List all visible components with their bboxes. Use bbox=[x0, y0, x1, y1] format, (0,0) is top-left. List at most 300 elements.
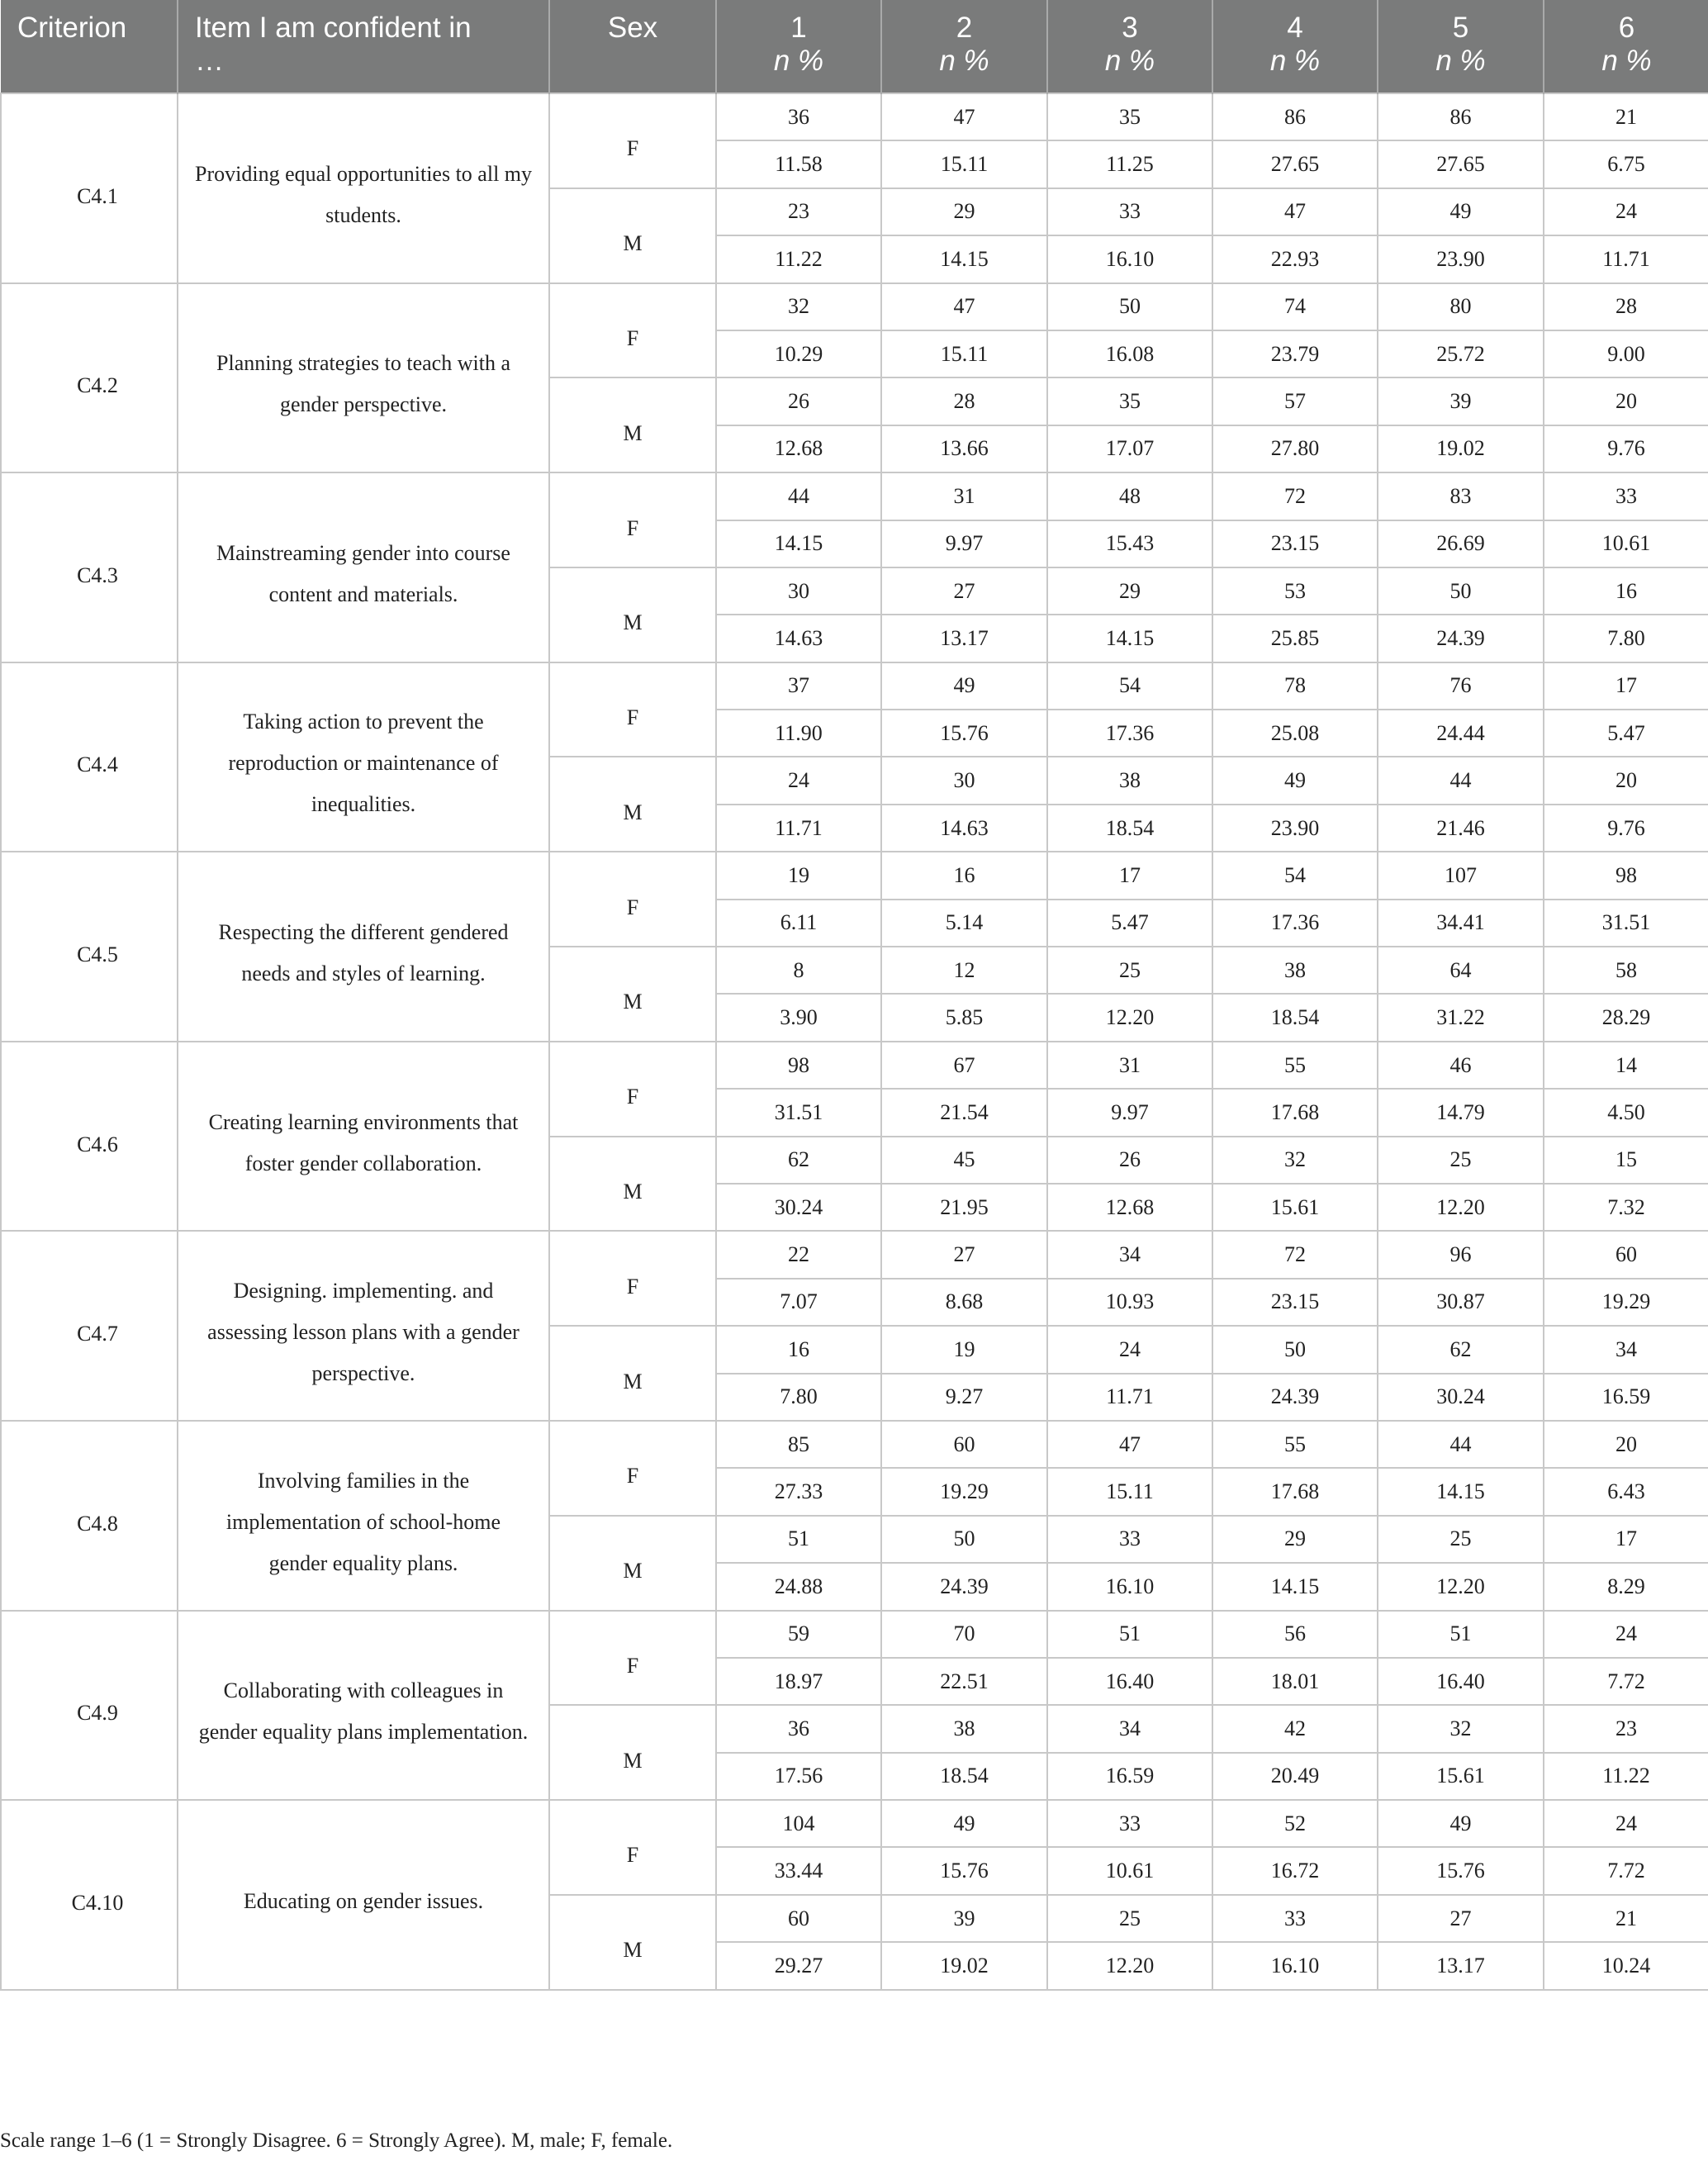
count-cell: 49 bbox=[881, 662, 1047, 710]
percent-cell: 17.36 bbox=[1047, 710, 1212, 757]
percent-cell: 22.51 bbox=[881, 1658, 1047, 1705]
percent-cell: 9.76 bbox=[1544, 805, 1708, 852]
count-cell: 21 bbox=[1544, 1895, 1708, 1942]
percent-cell: 16.40 bbox=[1378, 1658, 1544, 1705]
count-cell: 51 bbox=[1047, 1611, 1212, 1658]
table-row bbox=[1, 283, 1708, 330]
sex-cell: M bbox=[549, 947, 716, 1042]
count-cell: 37 bbox=[716, 662, 881, 710]
count-cell: 44 bbox=[1378, 757, 1544, 804]
percent-cell: 13.66 bbox=[881, 425, 1047, 472]
percent-cell: 12.20 bbox=[1047, 1942, 1212, 1989]
count-cell: 98 bbox=[716, 1042, 881, 1089]
count-cell: 62 bbox=[1378, 1326, 1544, 1373]
percent-cell: 17.68 bbox=[1212, 1468, 1378, 1515]
percent-cell: 16.10 bbox=[1047, 1563, 1212, 1610]
count-cell: 50 bbox=[1378, 567, 1544, 615]
percent-cell: 9.76 bbox=[1544, 425, 1708, 472]
percent-cell: 19.29 bbox=[1544, 1279, 1708, 1326]
table-row bbox=[1, 662, 1708, 710]
percent-cell: 21.95 bbox=[881, 1184, 1047, 1231]
sex-cell: M bbox=[549, 188, 716, 283]
percent-cell: 13.17 bbox=[881, 615, 1047, 662]
percent-cell: 30.24 bbox=[716, 1184, 881, 1231]
percent-cell: 11.22 bbox=[716, 235, 881, 282]
count-cell: 47 bbox=[881, 93, 1047, 140]
count-cell: 17 bbox=[1047, 852, 1212, 899]
count-cell: 55 bbox=[1212, 1042, 1378, 1089]
percent-cell: 15.11 bbox=[881, 140, 1047, 188]
count-cell: 30 bbox=[716, 567, 881, 615]
count-cell: 26 bbox=[716, 377, 881, 425]
percent-cell: 12.20 bbox=[1047, 994, 1212, 1041]
percent-cell: 7.80 bbox=[716, 1374, 881, 1421]
sex-cell: F bbox=[549, 662, 716, 757]
count-cell: 25 bbox=[1378, 1137, 1544, 1184]
percent-cell: 30.24 bbox=[1378, 1374, 1544, 1421]
sex-cell: F bbox=[549, 852, 716, 947]
count-cell: 19 bbox=[881, 1326, 1047, 1373]
percent-cell: 27.65 bbox=[1378, 140, 1544, 188]
count-cell: 36 bbox=[716, 1705, 881, 1752]
table-body bbox=[1, 93, 1708, 1990]
count-cell: 21 bbox=[1544, 93, 1708, 140]
count-cell: 80 bbox=[1378, 283, 1544, 330]
percent-cell: 16.59 bbox=[1047, 1753, 1212, 1800]
table-row bbox=[1, 1231, 1708, 1278]
percent-cell: 31.51 bbox=[1544, 900, 1708, 947]
count-cell: 38 bbox=[881, 1705, 1047, 1752]
count-cell: 56 bbox=[1212, 1611, 1378, 1658]
percent-cell: 23.90 bbox=[1378, 235, 1544, 282]
criterion-cell: C4.9 bbox=[1, 1611, 178, 1801]
count-cell: 20 bbox=[1544, 757, 1708, 804]
count-cell: 74 bbox=[1212, 283, 1378, 330]
percent-cell: 16.72 bbox=[1212, 1847, 1378, 1894]
percent-cell: 16.40 bbox=[1047, 1658, 1212, 1705]
percent-cell: 14.15 bbox=[1378, 1468, 1544, 1515]
table-footnote: Scale range 1–6 (1 = Strongly Disagree. 6 = Strongly Agree). M, male; F, female. bbox=[0, 2129, 673, 2152]
item-cell: Providing equal opportunities to all my students. bbox=[178, 93, 549, 283]
header-sex: Sex bbox=[549, 0, 716, 93]
percent-cell: 15.76 bbox=[881, 710, 1047, 757]
count-cell: 59 bbox=[716, 1611, 881, 1658]
count-cell: 57 bbox=[1212, 377, 1378, 425]
percent-cell: 7.07 bbox=[716, 1279, 881, 1326]
percent-cell: 11.71 bbox=[1544, 235, 1708, 282]
count-cell: 32 bbox=[1378, 1705, 1544, 1752]
count-cell: 33 bbox=[1047, 1800, 1212, 1847]
percent-cell: 3.90 bbox=[716, 994, 881, 1041]
criterion-cell: C4.6 bbox=[1, 1042, 178, 1232]
percent-cell: 5.85 bbox=[881, 994, 1047, 1041]
percent-cell: 24.88 bbox=[716, 1563, 881, 1610]
count-cell: 64 bbox=[1378, 947, 1544, 994]
criterion-cell: C4.10 bbox=[1, 1800, 178, 1990]
percent-cell: 4.50 bbox=[1544, 1089, 1708, 1136]
percent-cell: 12.20 bbox=[1378, 1184, 1544, 1231]
percent-cell: 16.10 bbox=[1212, 1942, 1378, 1989]
percent-cell: 6.75 bbox=[1544, 140, 1708, 188]
percent-cell: 9.97 bbox=[881, 520, 1047, 567]
count-cell: 25 bbox=[1047, 947, 1212, 994]
count-cell: 31 bbox=[1047, 1042, 1212, 1089]
count-cell: 34 bbox=[1047, 1231, 1212, 1278]
count-cell: 20 bbox=[1544, 377, 1708, 425]
percent-cell: 12.68 bbox=[716, 425, 881, 472]
count-cell: 83 bbox=[1378, 472, 1544, 520]
percent-cell: 24.39 bbox=[881, 1563, 1047, 1610]
count-cell: 16 bbox=[881, 852, 1047, 899]
sex-cell: F bbox=[549, 1231, 716, 1326]
criterion-cell: C4.5 bbox=[1, 852, 178, 1042]
table-header bbox=[1, 0, 1708, 93]
sex-cell: F bbox=[549, 1800, 716, 1895]
count-cell: 16 bbox=[716, 1326, 881, 1373]
count-cell: 51 bbox=[716, 1516, 881, 1563]
count-cell: 52 bbox=[1212, 1800, 1378, 1847]
count-cell: 36 bbox=[716, 93, 881, 140]
percent-cell: 25.85 bbox=[1212, 615, 1378, 662]
percent-cell: 5.14 bbox=[881, 900, 1047, 947]
header-criterion: Criterion bbox=[1, 0, 178, 93]
percent-cell: 7.72 bbox=[1544, 1847, 1708, 1894]
item-cell: Taking action to prevent the reproduction or maintenance of inequalities. bbox=[178, 662, 549, 852]
percent-cell: 11.90 bbox=[716, 710, 881, 757]
count-cell: 49 bbox=[1378, 188, 1544, 235]
count-cell: 27 bbox=[881, 1231, 1047, 1278]
count-cell: 32 bbox=[1212, 1137, 1378, 1184]
percent-cell: 24.44 bbox=[1378, 710, 1544, 757]
count-cell: 67 bbox=[881, 1042, 1047, 1089]
count-cell: 44 bbox=[1378, 1421, 1544, 1468]
percent-cell: 16.59 bbox=[1544, 1374, 1708, 1421]
count-cell: 32 bbox=[716, 283, 881, 330]
count-cell: 70 bbox=[881, 1611, 1047, 1658]
count-cell: 53 bbox=[1212, 567, 1378, 615]
count-cell: 24 bbox=[1544, 188, 1708, 235]
count-cell: 24 bbox=[716, 757, 881, 804]
count-cell: 27 bbox=[1378, 1895, 1544, 1942]
count-cell: 25 bbox=[1047, 1895, 1212, 1942]
count-cell: 19 bbox=[716, 852, 881, 899]
table-row bbox=[1, 1042, 1708, 1089]
percent-cell: 31.22 bbox=[1378, 994, 1544, 1041]
percent-cell: 17.07 bbox=[1047, 425, 1212, 472]
percent-cell: 23.90 bbox=[1212, 805, 1378, 852]
percent-cell: 7.72 bbox=[1544, 1658, 1708, 1705]
percent-cell: 15.76 bbox=[1378, 1847, 1544, 1894]
count-cell: 29 bbox=[1047, 567, 1212, 615]
count-cell: 76 bbox=[1378, 662, 1544, 710]
count-cell: 45 bbox=[881, 1137, 1047, 1184]
sex-cell: F bbox=[549, 1042, 716, 1137]
count-cell: 28 bbox=[881, 377, 1047, 425]
header-scale-4: 4 n % bbox=[1212, 0, 1378, 93]
table-row bbox=[1, 472, 1708, 520]
percent-cell: 10.61 bbox=[1047, 1847, 1212, 1894]
count-cell: 22 bbox=[716, 1231, 881, 1278]
count-cell: 35 bbox=[1047, 93, 1212, 140]
count-cell: 20 bbox=[1544, 1421, 1708, 1468]
table-row bbox=[1, 1611, 1708, 1658]
percent-cell: 18.97 bbox=[716, 1658, 881, 1705]
sex-cell: M bbox=[549, 377, 716, 472]
count-cell: 24 bbox=[1544, 1611, 1708, 1658]
percent-cell: 8.68 bbox=[881, 1279, 1047, 1326]
item-cell: Involving families in the implementation of school-home gender equality plans. bbox=[178, 1421, 549, 1611]
percent-cell: 33.44 bbox=[716, 1847, 881, 1894]
percent-cell: 22.93 bbox=[1212, 235, 1378, 282]
count-cell: 54 bbox=[1047, 662, 1212, 710]
percent-cell: 10.61 bbox=[1544, 520, 1708, 567]
count-cell: 62 bbox=[716, 1137, 881, 1184]
count-cell: 31 bbox=[881, 472, 1047, 520]
count-cell: 25 bbox=[1378, 1516, 1544, 1563]
count-cell: 33 bbox=[1047, 188, 1212, 235]
percent-cell: 11.25 bbox=[1047, 140, 1212, 188]
sex-cell: M bbox=[549, 567, 716, 662]
percent-cell: 15.76 bbox=[881, 1847, 1047, 1894]
percent-cell: 6.43 bbox=[1544, 1468, 1708, 1515]
percent-cell: 15.43 bbox=[1047, 520, 1212, 567]
count-cell: 33 bbox=[1212, 1895, 1378, 1942]
percent-cell: 14.63 bbox=[881, 805, 1047, 852]
count-cell: 29 bbox=[881, 188, 1047, 235]
count-cell: 23 bbox=[716, 188, 881, 235]
header-scale-3: 3 n % bbox=[1047, 0, 1212, 93]
count-cell: 38 bbox=[1047, 757, 1212, 804]
sex-cell: F bbox=[549, 93, 716, 188]
count-cell: 50 bbox=[881, 1516, 1047, 1563]
percent-cell: 19.02 bbox=[881, 1942, 1047, 1989]
percent-cell: 14.79 bbox=[1378, 1089, 1544, 1136]
percent-cell: 5.47 bbox=[1047, 900, 1212, 947]
item-cell: Designing. implementing. and assessing lesson plans with a gender perspective. bbox=[178, 1231, 549, 1421]
count-cell: 8 bbox=[716, 947, 881, 994]
percent-cell: 17.68 bbox=[1212, 1089, 1378, 1136]
percent-cell: 11.71 bbox=[1047, 1374, 1212, 1421]
percent-cell: 26.69 bbox=[1378, 520, 1544, 567]
percent-cell: 14.15 bbox=[881, 235, 1047, 282]
count-cell: 86 bbox=[1378, 93, 1544, 140]
count-cell: 33 bbox=[1047, 1516, 1212, 1563]
percent-cell: 6.11 bbox=[716, 900, 881, 947]
count-cell: 33 bbox=[1544, 472, 1708, 520]
header-scale-6: 6 n % bbox=[1544, 0, 1708, 93]
sex-cell: M bbox=[549, 1705, 716, 1800]
percent-cell: 27.33 bbox=[716, 1468, 881, 1515]
count-cell: 24 bbox=[1544, 1800, 1708, 1847]
header-scale-2: 2 n % bbox=[881, 0, 1047, 93]
header-item: Item I am confident in … bbox=[178, 0, 549, 93]
count-cell: 15 bbox=[1544, 1137, 1708, 1184]
percent-cell: 12.68 bbox=[1047, 1184, 1212, 1231]
criterion-cell: C4.3 bbox=[1, 472, 178, 662]
count-cell: 50 bbox=[1212, 1326, 1378, 1373]
sex-cell: F bbox=[549, 283, 716, 378]
count-cell: 49 bbox=[1212, 757, 1378, 804]
percent-cell: 17.56 bbox=[716, 1753, 881, 1800]
count-cell: 38 bbox=[1212, 947, 1378, 994]
item-cell: Educating on gender issues. bbox=[178, 1800, 549, 1990]
percent-cell: 12.20 bbox=[1378, 1563, 1544, 1610]
percent-cell: 23.15 bbox=[1212, 1279, 1378, 1326]
sex-cell: M bbox=[549, 1895, 716, 1990]
count-cell: 16 bbox=[1544, 567, 1708, 615]
percent-cell: 13.17 bbox=[1378, 1942, 1544, 1989]
percent-cell: 25.72 bbox=[1378, 330, 1544, 377]
percent-cell: 5.47 bbox=[1544, 710, 1708, 757]
percent-cell: 7.32 bbox=[1544, 1184, 1708, 1231]
table-row bbox=[1, 1800, 1708, 1847]
percent-cell: 8.29 bbox=[1544, 1563, 1708, 1610]
percent-cell: 24.39 bbox=[1212, 1374, 1378, 1421]
percent-cell: 23.79 bbox=[1212, 330, 1378, 377]
percent-cell: 9.97 bbox=[1047, 1089, 1212, 1136]
percent-cell: 17.36 bbox=[1212, 900, 1378, 947]
count-cell: 60 bbox=[716, 1895, 881, 1942]
table-row bbox=[1, 852, 1708, 899]
percent-cell: 23.15 bbox=[1212, 520, 1378, 567]
item-cell: Creating learning environments that foster gender collaboration. bbox=[178, 1042, 549, 1232]
count-cell: 98 bbox=[1544, 852, 1708, 899]
count-cell: 27 bbox=[881, 567, 1047, 615]
percent-cell: 31.51 bbox=[716, 1089, 881, 1136]
percent-cell: 14.15 bbox=[716, 520, 881, 567]
count-cell: 23 bbox=[1544, 1705, 1708, 1752]
count-cell: 26 bbox=[1047, 1137, 1212, 1184]
percent-cell: 14.15 bbox=[1047, 615, 1212, 662]
count-cell: 72 bbox=[1212, 472, 1378, 520]
count-cell: 96 bbox=[1378, 1231, 1544, 1278]
count-cell: 60 bbox=[881, 1421, 1047, 1468]
sex-cell: F bbox=[549, 1421, 716, 1516]
count-cell: 30 bbox=[881, 757, 1047, 804]
percent-cell: 24.39 bbox=[1378, 615, 1544, 662]
item-cell: Mainstreaming gender into course content and materials. bbox=[178, 472, 549, 662]
count-cell: 14 bbox=[1544, 1042, 1708, 1089]
item-cell: Collaborating with colleagues in gender equality plans implementation. bbox=[178, 1611, 549, 1801]
header-scale-1: 1 n % bbox=[716, 0, 881, 93]
percent-cell: 7.80 bbox=[1544, 615, 1708, 662]
criterion-cell: C4.8 bbox=[1, 1421, 178, 1611]
count-cell: 51 bbox=[1378, 1611, 1544, 1658]
header-scale-5: 5 n % bbox=[1378, 0, 1544, 93]
percent-cell: 21.54 bbox=[881, 1089, 1047, 1136]
percent-cell: 21.46 bbox=[1378, 805, 1544, 852]
count-cell: 85 bbox=[716, 1421, 881, 1468]
percent-cell: 10.93 bbox=[1047, 1279, 1212, 1326]
count-cell: 35 bbox=[1047, 377, 1212, 425]
percent-cell: 15.11 bbox=[1047, 1468, 1212, 1515]
percent-cell: 9.00 bbox=[1544, 330, 1708, 377]
sex-cell: M bbox=[549, 1516, 716, 1611]
percent-cell: 16.10 bbox=[1047, 235, 1212, 282]
count-cell: 17 bbox=[1544, 662, 1708, 710]
count-cell: 46 bbox=[1378, 1042, 1544, 1089]
count-cell: 78 bbox=[1212, 662, 1378, 710]
count-cell: 60 bbox=[1544, 1231, 1708, 1278]
count-cell: 58 bbox=[1544, 947, 1708, 994]
count-cell: 49 bbox=[1378, 1800, 1544, 1847]
percent-cell: 25.08 bbox=[1212, 710, 1378, 757]
percent-cell: 15.61 bbox=[1378, 1753, 1544, 1800]
percent-cell: 29.27 bbox=[716, 1942, 881, 1989]
percent-cell: 27.65 bbox=[1212, 140, 1378, 188]
count-cell: 86 bbox=[1212, 93, 1378, 140]
sex-cell: M bbox=[549, 1326, 716, 1421]
percent-cell: 30.87 bbox=[1378, 1279, 1544, 1326]
percent-cell: 18.54 bbox=[881, 1753, 1047, 1800]
percent-cell: 27.80 bbox=[1212, 425, 1378, 472]
count-cell: 29 bbox=[1212, 1516, 1378, 1563]
percent-cell: 9.27 bbox=[881, 1374, 1047, 1421]
count-cell: 44 bbox=[716, 472, 881, 520]
count-cell: 39 bbox=[1378, 377, 1544, 425]
criterion-cell: C4.2 bbox=[1, 283, 178, 473]
count-cell: 55 bbox=[1212, 1421, 1378, 1468]
count-cell: 39 bbox=[881, 1895, 1047, 1942]
percent-cell: 10.29 bbox=[716, 330, 881, 377]
count-cell: 107 bbox=[1378, 852, 1544, 899]
count-cell: 42 bbox=[1212, 1705, 1378, 1752]
count-cell: 34 bbox=[1544, 1326, 1708, 1373]
percent-cell: 34.41 bbox=[1378, 900, 1544, 947]
percent-cell: 15.61 bbox=[1212, 1184, 1378, 1231]
percent-cell: 14.15 bbox=[1212, 1563, 1378, 1610]
percent-cell: 14.63 bbox=[716, 615, 881, 662]
percent-cell: 16.08 bbox=[1047, 330, 1212, 377]
count-cell: 72 bbox=[1212, 1231, 1378, 1278]
percent-cell: 11.22 bbox=[1544, 1753, 1708, 1800]
item-cell: Respecting the different gendered needs and styles of learning. bbox=[178, 852, 549, 1042]
sex-cell: F bbox=[549, 472, 716, 567]
percent-cell: 11.58 bbox=[716, 140, 881, 188]
sex-cell: F bbox=[549, 1611, 716, 1706]
sex-cell: M bbox=[549, 1137, 716, 1232]
count-cell: 47 bbox=[881, 283, 1047, 330]
table-row bbox=[1, 1421, 1708, 1468]
percent-cell: 18.54 bbox=[1212, 994, 1378, 1041]
sex-cell: M bbox=[549, 757, 716, 852]
percent-cell: 20.49 bbox=[1212, 1753, 1378, 1800]
percent-cell: 18.01 bbox=[1212, 1658, 1378, 1705]
criterion-cell: C4.4 bbox=[1, 662, 178, 852]
criterion-cell: C4.7 bbox=[1, 1231, 178, 1421]
percent-cell: 28.29 bbox=[1544, 994, 1708, 1041]
percent-cell: 19.29 bbox=[881, 1468, 1047, 1515]
count-cell: 49 bbox=[881, 1800, 1047, 1847]
count-cell: 17 bbox=[1544, 1516, 1708, 1563]
percent-cell: 18.54 bbox=[1047, 805, 1212, 852]
count-cell: 47 bbox=[1047, 1421, 1212, 1468]
percent-cell: 15.11 bbox=[881, 330, 1047, 377]
percent-cell: 11.71 bbox=[716, 805, 881, 852]
count-cell: 48 bbox=[1047, 472, 1212, 520]
table-row bbox=[1, 93, 1708, 140]
count-cell: 47 bbox=[1212, 188, 1378, 235]
count-cell: 28 bbox=[1544, 283, 1708, 330]
count-cell: 50 bbox=[1047, 283, 1212, 330]
percent-cell: 19.02 bbox=[1378, 425, 1544, 472]
count-cell: 34 bbox=[1047, 1705, 1212, 1752]
count-cell: 12 bbox=[881, 947, 1047, 994]
count-cell: 54 bbox=[1212, 852, 1378, 899]
item-cell: Planning strategies to teach with a gender perspective. bbox=[178, 283, 549, 473]
count-cell: 24 bbox=[1047, 1326, 1212, 1373]
criterion-cell: C4.1 bbox=[1, 93, 178, 283]
